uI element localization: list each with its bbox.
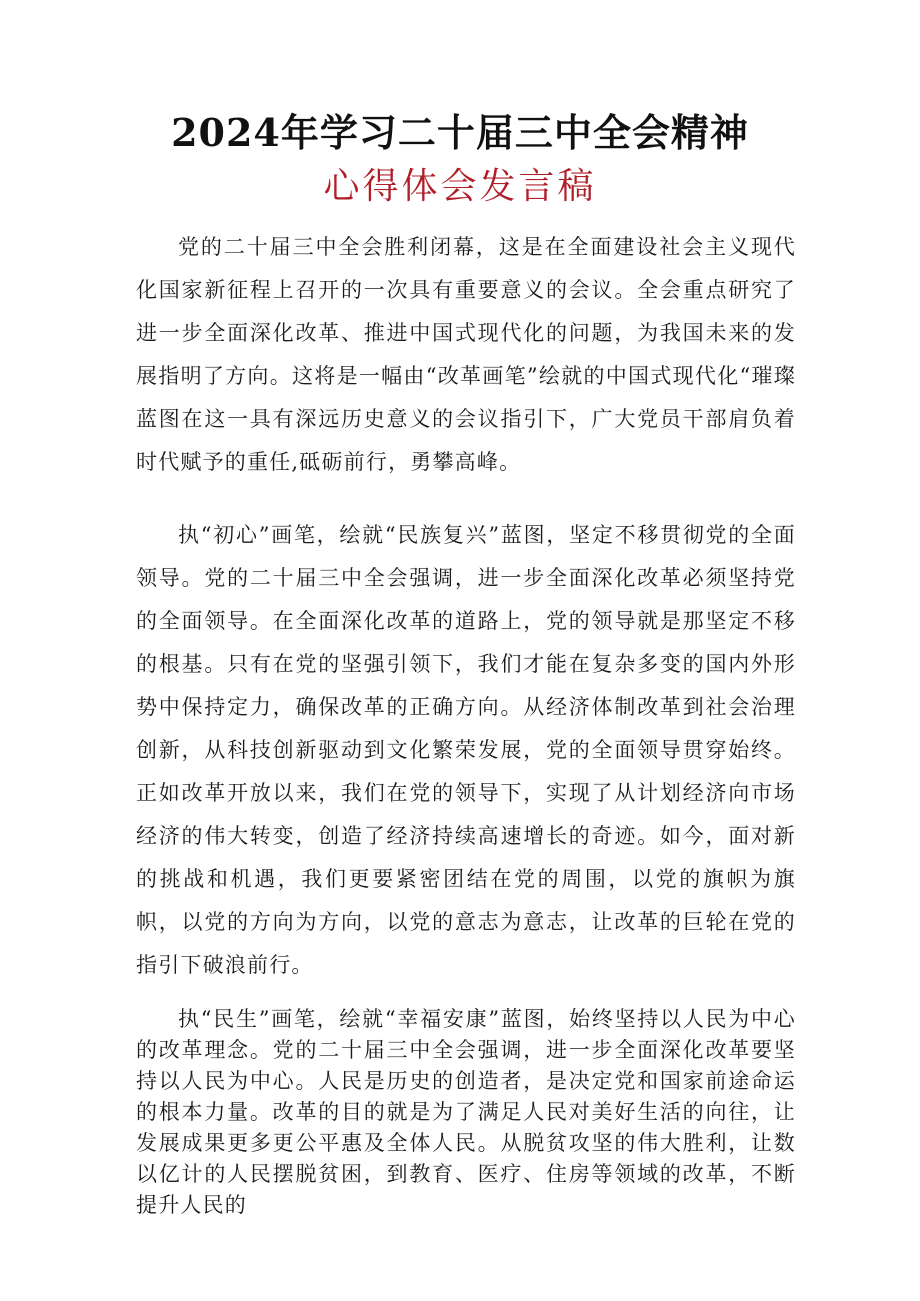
paragraph-1: 党的二十届三中全会胜利闭幕，这是在全面建设社会主义现代化国家新征程上召开的一次具有重要意义的会议。全会重点研究了进一步全面深化改革、推进中国式现代化的问题，为我国未来的发展指明了方向。这将是一幅由“改革画笔”绘就的中国式现代化“璀璨蓝图在这一具有深远历史意义的会议指引下，广大党员干部肩负着时代赋予的重任,砥砺前行，勇攀高峰。: [136, 235, 796, 474]
document-subtitle: 心得体会发言稿: [323, 166, 597, 207]
paragraph-2: 执“初心”画笔，绘就“民族复兴”蓝图，坚定不移贯彻党的全面领导。党的二十届三中全会强调，进一步全面深化改革必须坚持党的全面领导。在全面深化改革的道路上，党的领导就是那坚定不移的根基。只有在党的坚强引领下，我们才能在复杂多变的国内外形势中保持定力，确保改革的正确方向。从经济体制改革到社会治理创新，从科技创新驱动到文化繁荣发展，党的全面领导贯穿始终。正如改革开放以来，我们在党的领导下，实现了从计划经济向市场经济的伟大转变，创造了经济持续高速增长的奇迹。如今，面对新的挑战和机遇，我们更要紧密团结在党的周围，以党的旗帜为旗帜，以党的方向为方向，以党的意志为意志，让改革的巨轮在党的指引下破浪前行。: [136, 523, 796, 977]
document-title: 2024年学习二十届三中全会精神: [171, 110, 749, 155]
paragraph-3: 执“民生”画笔，绘就“幸福安康”蓝图，始终坚持以人民为中心的改革理念。党的二十届三中全会强调，进一步全面深化改革要坚持以人民为中心。人民是历史的创造者，是决定党和国家前途命运的根本力量。改革的目的就是为了满足人民对美好生活的向往，让发展成果更多更公平惠及全体人民。从脱贫攻坚的伟大胜利，让数以亿计的人民摆脱贫困，到教育、医疗、住房等领域的改革，不断提升人民的: [136, 1007, 796, 1217]
